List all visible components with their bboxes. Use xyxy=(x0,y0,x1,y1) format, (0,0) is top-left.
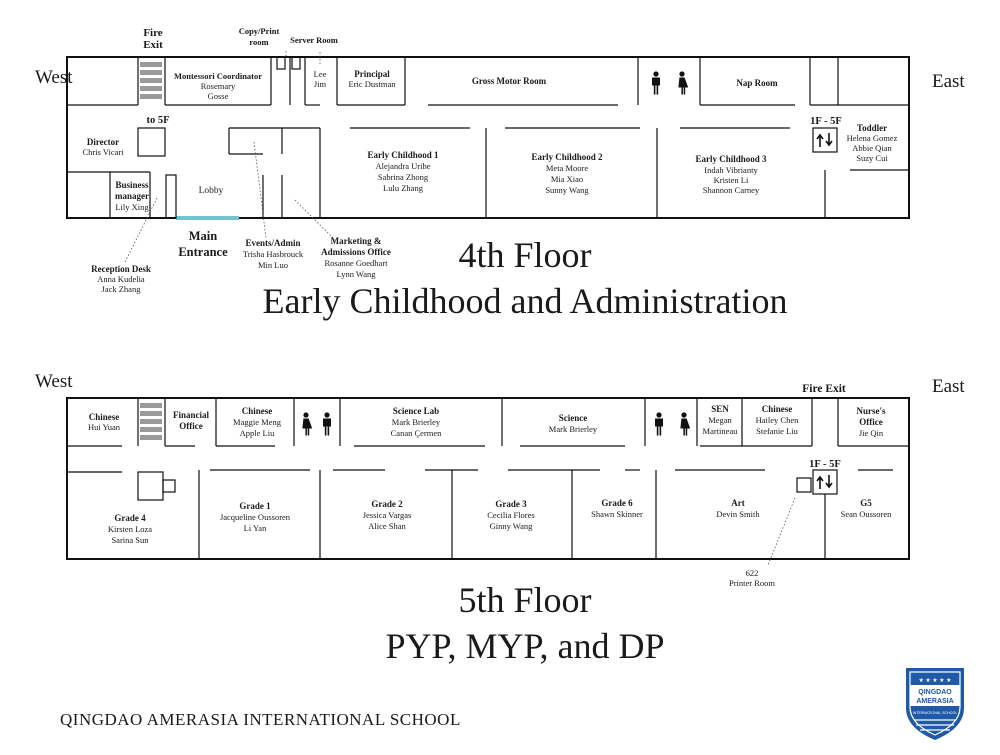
gross-motor-room: Gross Motor Room xyxy=(471,76,547,86)
svg-text:Suzy Cui: Suzy Cui xyxy=(856,153,888,163)
svg-text:Kirsten Loza: Kirsten Loza xyxy=(107,524,153,534)
svg-text:Hailey Chen: Hailey Chen xyxy=(755,415,799,425)
east-label-4f: East xyxy=(932,71,965,92)
svg-text:Devin Smith: Devin Smith xyxy=(716,509,760,519)
svg-text:Early Childhood 1: Early Childhood 1 xyxy=(367,150,439,160)
west-label-5f: West xyxy=(35,371,73,392)
fire-exit-5f: Fire Exit xyxy=(802,383,846,395)
svg-text:Ginny Wang: Ginny Wang xyxy=(489,521,533,531)
business-manager-office xyxy=(115,180,149,212)
svg-text:Office: Office xyxy=(179,421,203,431)
svg-text:Lee: Lee xyxy=(313,69,327,79)
svg-text:Chris Vicari: Chris Vicari xyxy=(82,147,124,157)
elevator-icon xyxy=(813,128,837,152)
svg-text:Meta Moore: Meta Moore xyxy=(545,163,589,173)
svg-text:Li Yan: Li Yan xyxy=(243,523,267,533)
svg-text:Mark Brierley: Mark Brierley xyxy=(391,417,441,427)
svg-text:Grade 2: Grade 2 xyxy=(371,499,403,509)
early-childhood-3-room xyxy=(695,154,767,195)
toddler-room xyxy=(847,123,898,163)
grade-6-room xyxy=(591,498,643,519)
svg-text:Cecilia Flores: Cecilia Flores xyxy=(487,510,535,520)
art-room xyxy=(716,498,760,519)
to-5f-stairs-label: to 5F xyxy=(146,115,170,126)
science-room xyxy=(549,413,598,434)
logo-stars: ★ ★ ★ ★ ★ xyxy=(918,678,952,684)
svg-text:Martineau: Martineau xyxy=(702,426,738,436)
svg-text:Jim: Jim xyxy=(313,79,327,89)
svg-text:Maggie Meng: Maggie Meng xyxy=(233,417,281,427)
school-name-footer: QINGDAO AMERASIA INTERNATIONAL SCHOOL xyxy=(60,710,461,729)
svg-text:Sarina Sun: Sarina Sun xyxy=(111,535,149,545)
svg-text:Reception Desk: Reception Desk xyxy=(91,264,151,274)
svg-text:Hui Yuan: Hui Yuan xyxy=(87,422,121,432)
svg-text:Stefanie Liu: Stefanie Liu xyxy=(756,426,798,436)
svg-text:Jessica Vargas: Jessica Vargas xyxy=(362,510,412,520)
svg-text:Copy/Print: Copy/Print xyxy=(238,26,280,36)
svg-text:Nurse's: Nurse's xyxy=(856,406,886,416)
svg-text:Kristen Li: Kristen Li xyxy=(713,175,749,185)
stairs-icon xyxy=(140,401,162,445)
stairs-icon xyxy=(140,60,162,104)
school-logo-shield xyxy=(906,668,964,740)
lee-jim-office xyxy=(314,69,327,89)
svg-text:Toddler: Toddler xyxy=(856,123,888,133)
svg-text:Jack Zhang: Jack Zhang xyxy=(101,284,141,294)
grade-2-room xyxy=(363,499,412,531)
svg-text:G5: G5 xyxy=(860,498,872,508)
marketing-admissions-office xyxy=(321,236,391,279)
svg-text:Shannon Carney: Shannon Carney xyxy=(702,185,760,195)
svg-text:Business: Business xyxy=(115,180,149,190)
svg-text:Printer Room: Printer Room xyxy=(728,578,776,588)
restroom-male-icon xyxy=(323,412,331,435)
copy-print-room xyxy=(239,26,280,47)
svg-text:Indah Vibrianty: Indah Vibrianty xyxy=(704,165,758,175)
svg-text:SEN: SEN xyxy=(711,404,729,414)
elevator-icon xyxy=(813,470,837,494)
svg-text:Sean Oussoren: Sean Oussoren xyxy=(840,509,892,519)
floor-5-title: 5th Floor xyxy=(458,580,592,620)
floor-4-title: 4th Floor xyxy=(458,235,592,275)
main-entrance-door xyxy=(176,216,239,220)
svg-text:Early Childhood 3: Early Childhood 3 xyxy=(695,154,767,164)
g5-room xyxy=(841,498,893,519)
svg-text:Grade 1: Grade 1 xyxy=(239,501,271,511)
svg-text:Helena Gomez: Helena Gomez xyxy=(846,133,898,143)
restroom-male-icon xyxy=(652,71,660,94)
svg-text:Science Lab: Science Lab xyxy=(392,406,440,416)
chinese-room-c xyxy=(756,404,799,436)
svg-text:Rosemary: Rosemary xyxy=(200,81,236,91)
svg-text:Jie Qin: Jie Qin xyxy=(858,428,884,438)
svg-text:Admissions Office: Admissions Office xyxy=(321,247,391,257)
svg-text:Art: Art xyxy=(731,498,745,508)
elevator-label-5f: 1F - 5F xyxy=(809,459,841,470)
svg-text:QINGDAO: QINGDAO xyxy=(918,689,952,696)
chinese-room-a xyxy=(88,412,121,432)
svg-text:AMERASIA: AMERASIA xyxy=(916,698,954,705)
svg-text:Rosanne Goedhart: Rosanne Goedhart xyxy=(324,258,388,268)
svg-text:Mia Xiao: Mia Xiao xyxy=(550,174,584,184)
restroom-female-icon xyxy=(680,412,690,435)
svg-text:Grade 3: Grade 3 xyxy=(495,499,527,509)
lobby: Lobby xyxy=(198,186,224,196)
svg-text:Science: Science xyxy=(558,413,588,423)
svg-text:Min Luo: Min Luo xyxy=(258,260,288,270)
restroom-male-icon xyxy=(655,412,663,435)
fire-exit-4f xyxy=(143,27,163,51)
svg-text:Chinese: Chinese xyxy=(241,406,273,416)
svg-text:Lynn Wang: Lynn Wang xyxy=(336,269,376,279)
principal-office xyxy=(349,69,397,89)
chinese-room-b xyxy=(233,406,282,438)
restroom-female-icon xyxy=(302,412,312,435)
svg-text:Director: Director xyxy=(86,137,120,147)
svg-text:Office: Office xyxy=(859,417,883,427)
grade-1-room xyxy=(220,501,291,533)
science-lab xyxy=(391,406,442,438)
director-office xyxy=(82,137,124,157)
early-childhood-1-room xyxy=(367,150,439,193)
sen-room xyxy=(703,404,739,436)
svg-text:Alejandra Uribe: Alejandra Uribe xyxy=(375,161,431,171)
west-label-4f: West xyxy=(35,67,73,88)
elevator-label-4f: 1F - 5F xyxy=(810,116,842,127)
svg-text:Principal: Principal xyxy=(354,69,390,79)
printer-room xyxy=(729,568,775,588)
svg-text:Grade 6: Grade 6 xyxy=(601,498,633,508)
svg-text:manager: manager xyxy=(115,191,149,201)
svg-text:Fire: Fire xyxy=(143,27,163,39)
grade-3-room xyxy=(487,499,534,531)
svg-text:Entrance: Entrance xyxy=(178,245,228,259)
main-entrance-label xyxy=(178,229,228,259)
svg-text:Chinese: Chinese xyxy=(88,412,120,422)
svg-text:Gosse: Gosse xyxy=(207,91,229,101)
svg-text:Grade 4: Grade 4 xyxy=(114,513,146,523)
svg-text:Events/Admin: Events/Admin xyxy=(245,238,301,248)
svg-text:Sabrina Zhong: Sabrina Zhong xyxy=(377,172,429,182)
svg-text:Chinese: Chinese xyxy=(761,404,793,414)
restroom-female-icon xyxy=(678,71,688,94)
svg-text:Early Childhood 2: Early Childhood 2 xyxy=(531,152,603,162)
east-label-5f: East xyxy=(932,376,965,397)
svg-text:Shawn Skinner: Shawn Skinner xyxy=(591,509,643,519)
svg-text:Exit: Exit xyxy=(143,39,163,51)
svg-text:INTERNATIONAL SCHOOL: INTERNATIONAL SCHOOL xyxy=(912,711,958,715)
svg-text:Main: Main xyxy=(188,229,218,243)
svg-text:Lily Xing: Lily Xing xyxy=(115,202,149,212)
svg-text:Megan: Megan xyxy=(708,415,732,425)
svg-text:Alice Shan: Alice Shan xyxy=(368,521,406,531)
svg-text:Jacqueline Oussoren: Jacqueline Oussoren xyxy=(219,512,291,522)
montessori-coordinator-room xyxy=(174,71,262,101)
floor-5-subtitle: PYP, MYP, and DP xyxy=(385,626,665,666)
svg-text:Financial: Financial xyxy=(172,410,210,420)
server-room: Server Room xyxy=(290,35,338,45)
reception-desk xyxy=(91,264,151,294)
svg-text:room: room xyxy=(249,37,269,47)
nap-room: Nap Room xyxy=(736,78,778,88)
svg-text:Abbie Qian: Abbie Qian xyxy=(852,143,892,153)
svg-text:Montessori Coordinator: Montessori Coordinator xyxy=(173,71,263,81)
svg-text:Apple Liu: Apple Liu xyxy=(239,428,275,438)
early-childhood-2-room xyxy=(531,152,603,195)
svg-text:Sunny Wang: Sunny Wang xyxy=(545,185,589,195)
nurses-office xyxy=(857,406,886,438)
events-admin-office xyxy=(243,238,304,270)
svg-text:Mark Brierley: Mark Brierley xyxy=(548,424,598,434)
floor-4-subtitle: Early Childhood and Administration xyxy=(262,281,788,321)
svg-text:Trisha Hasbrouck: Trisha Hasbrouck xyxy=(242,249,304,259)
svg-text:Marketing &: Marketing & xyxy=(330,236,382,246)
svg-text:622: 622 xyxy=(745,568,759,578)
svg-text:Canan Çermen: Canan Çermen xyxy=(390,428,442,438)
svg-text:Lulu Zhang: Lulu Zhang xyxy=(383,183,423,193)
svg-text:Anna Kudelia: Anna Kudelia xyxy=(97,274,145,284)
svg-text:Eric Dustman: Eric Dustman xyxy=(348,79,396,89)
financial-office xyxy=(173,410,210,431)
grade-4-room xyxy=(108,513,152,545)
